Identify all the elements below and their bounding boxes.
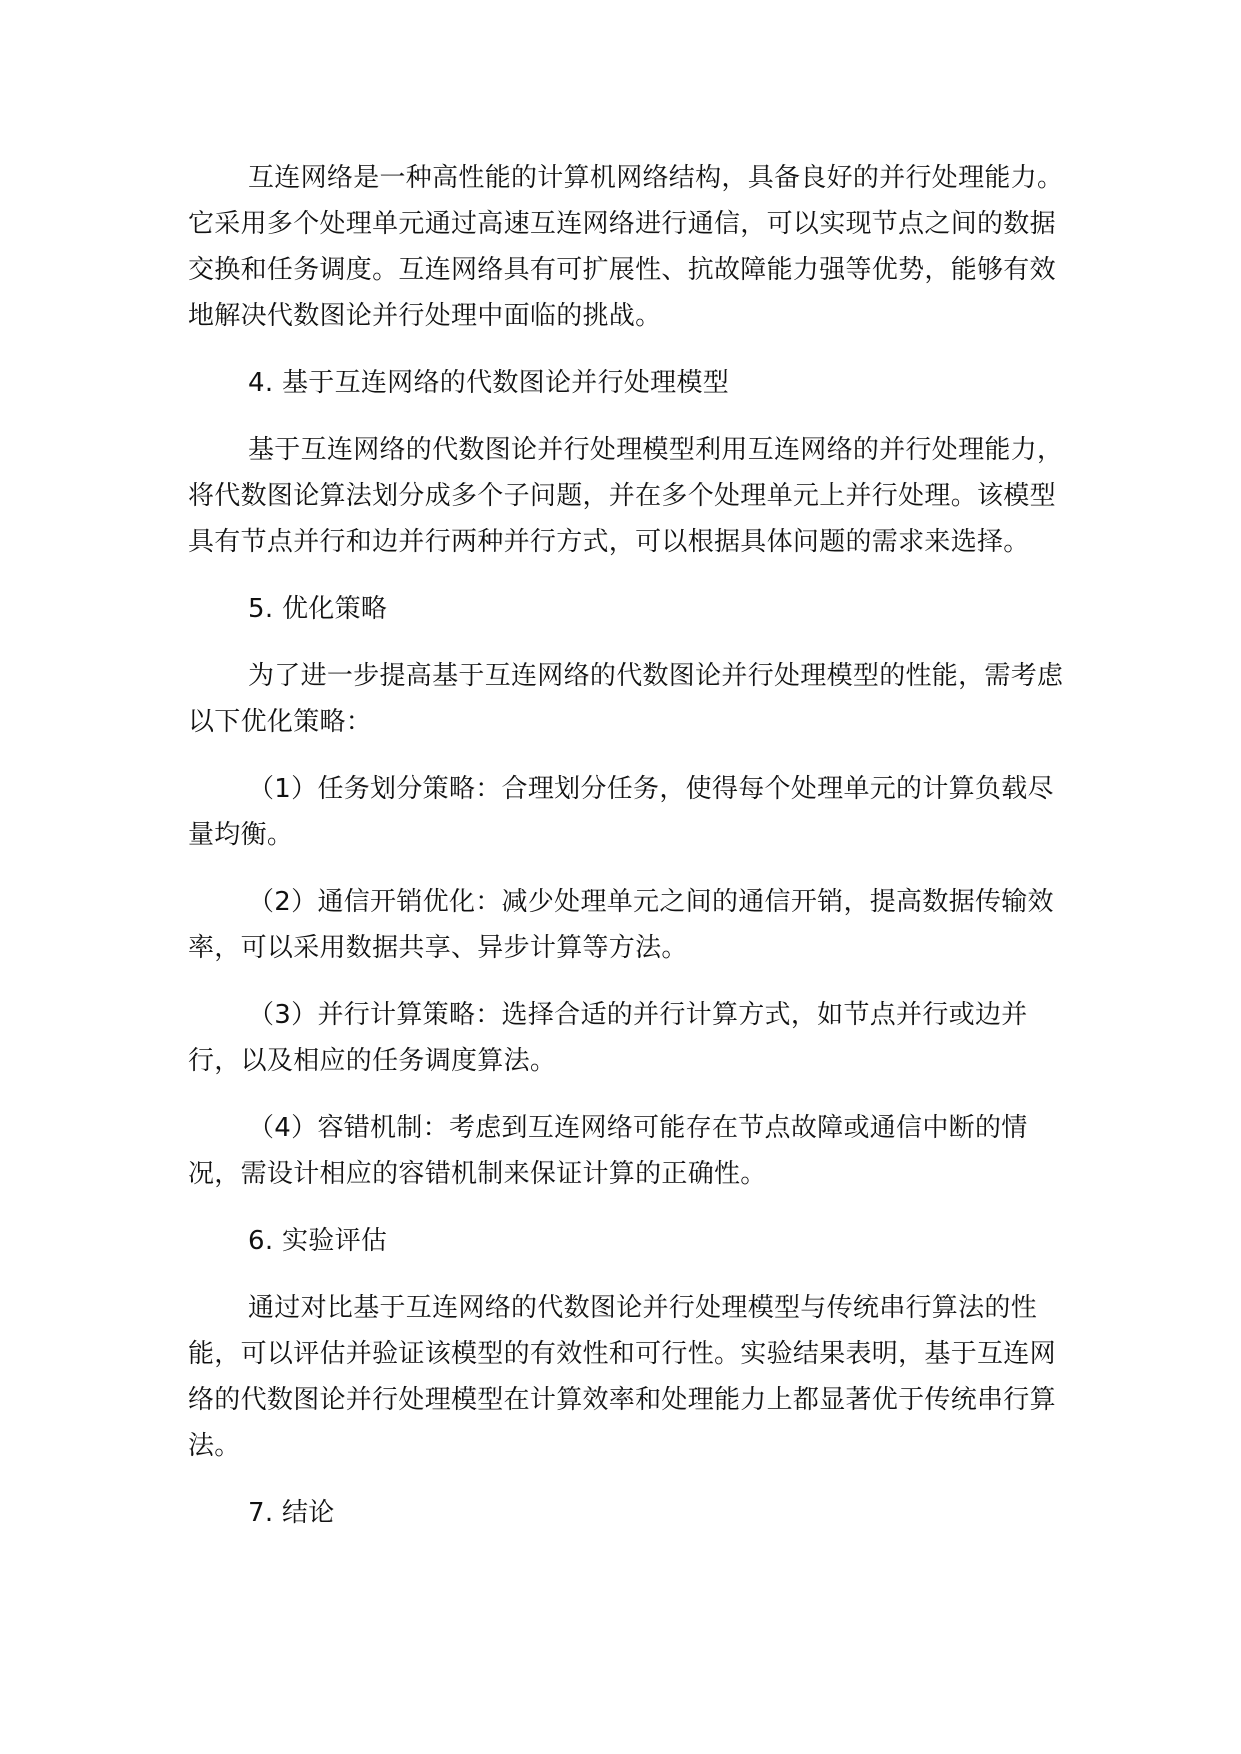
section-4-heading: 4. 基于互连网络的代数图论并行处理模型 (248, 368, 730, 398)
intro-paragraph: 互连网络是一种高性能的计算机网络结构，具备良好的并行处理能力。它采用多个处理单元通过高速互连网络进行通信，可以实现节点之间的数据交换和任务调度。互连网络具有可扩展性、抗故障能力强等优势，能够有效地解决代数图论并行处理中面临的挑战。 (188, 163, 1064, 331)
section-6-paragraph: 通过对比基于互连网络的代数图论并行处理模型与传统串行算法的性能，可以评估并验证该模型的有效性和可行性。实验结果表明，基于互连网络的代数图论并行处理模型在计算效率和处理能力上都显著优于传统串行算法。 (188, 1293, 1056, 1461)
document-body (188, 155, 1068, 1557)
strategy-item-1: （1）任务划分策略：合理划分任务，使得每个处理单元的计算负载尽量均衡。 (188, 774, 1054, 850)
section-5-heading: 5. 优化策略 (248, 594, 388, 624)
strategy-item-2: （2）通信开销优化：减少处理单元之间的通信开销，提高数据传输效率，可以采用数据共享、异步计算等方法。 (188, 887, 1054, 963)
strategy-item-4: （4）容错机制：考虑到互连网络可能存在节点故障或通信中断的情况，需设计相应的容错机制来保证计算的正确性。 (188, 1113, 1028, 1189)
section-7-heading: 7. 结论 (248, 1498, 335, 1528)
strategy-item-3: （3）并行计算策略：选择合适的并行计算方式，如节点并行或边并行，以及相应的任务调度算法。 (188, 1000, 1028, 1076)
section-6-heading: 6. 实验评估 (248, 1226, 388, 1256)
section-4-paragraph: 基于互连网络的代数图论并行处理模型利用互连网络的并行处理能力，将代数图论算法划分成多个子问题，并在多个处理单元上并行处理。该模型具有节点并行和边并行两种并行方式，可以根据具体问题的需求来选择。 (188, 435, 1064, 557)
section-5-paragraph: 为了进一步提高基于互连网络的代数图论并行处理模型的性能，需考虑以下优化策略： (188, 661, 1064, 737)
